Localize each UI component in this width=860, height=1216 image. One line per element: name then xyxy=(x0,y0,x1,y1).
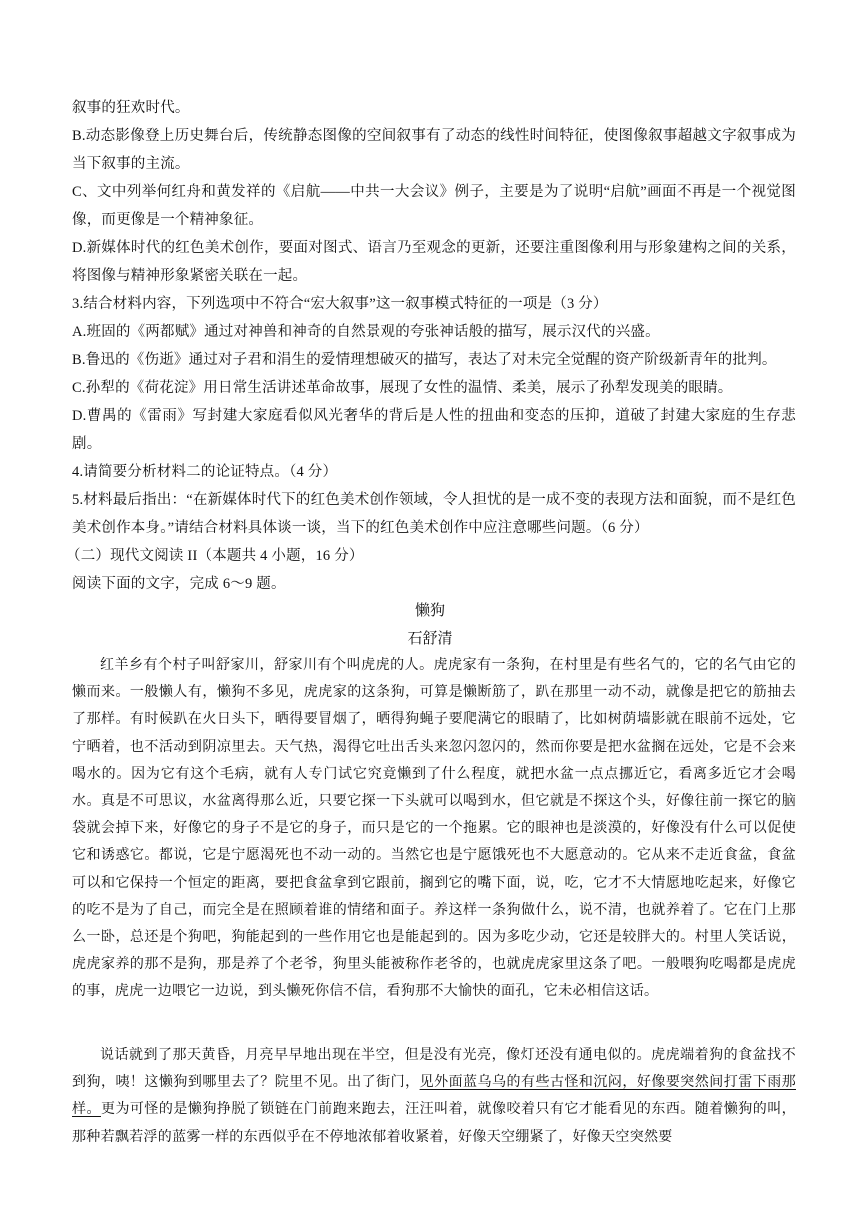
underlined-sentence: 见外面蓝乌乌的有些古怪和沉闷，好像要突然间打雷下雨那样。 xyxy=(72,1074,796,1118)
story-title: 懒狗 xyxy=(414,601,445,619)
question-5: 5.材料最后指出：“在新媒体时代下的红色美术创作领域，令人担忧的是一成不变的表现方法和面貌，而不是红色美术创作本身。”请结合材料具体谈一谈，当下的红色美术创作中应注意哪些问题。（6 分） xyxy=(72,492,796,536)
section-heading: （二）现代文阅读 II（本题共 4 小题，16 分） xyxy=(66,548,364,564)
q3-option-a: A.班固的《两都赋》通过对神兽和神奇的自然景观的夸张神话般的描写，展示汉代的兴盛。 xyxy=(72,324,660,340)
q3-option-c: C.孙犁的《荷花淀》用日常生活讲述革命故事，展现了女性的温情、柔美，展示了孙犁发现美的眼睛。 xyxy=(72,380,733,396)
paragraph-text: 更为可怪的是懒狗挣脱了锁链在门前跑来跑去，汪汪叫着，就像咬着只有它才能看见的东西。随着懒狗的叫，那种若飘若浮的蓝雾一样的东西似乎在不停地浓郁着收紧着，好像天空绷紧了，好像天空突然要 xyxy=(72,1101,796,1145)
story-paragraph-1: 红羊乡有个村子叫舒家川，舒家川有个叫虎虎的人。虎虎家有一条狗，在村里是有些名气的，它的名气由它的懒而来。一般懒人有，懒狗不多见，虎虎家的这条狗，可算是懒断筋了，趴在那里一动不动，就像是把它的筋抽去了那样。有时候趴在火日头下，晒得要冒烟了，晒得狗蝇子要爬满它的眼睛了，比如树荫墙影就在眼前不远处，它宁晒着，也不活动到阴凉里去。天气热，渴得它吐出舌头来忽闪忽闪的，然而你要是把水盆搁在远处，它是不会来喝水的。因为它有这个毛病，就有人专门试它究竟懒到了什么程度，就把水盆一点点挪近它，看离多近它才会喝水。真是不可思议，水盆离得那么近，只要它探一下头就可以喝到水，但它就是不探这个头，好像往前一探它的脑袋就会掉下来，好像它的身子不是它的身子，而只是它的一个拖累。它的眼神也是淡漠的，好像没有什么可以促使它和诱惑它。都说，它是宁愿渴死也不动一动的。当然它也是宁愿饿死也不大愿意动的。它从来不走近食盆，食盆可以和它保持一个恒定的距离，要把食盆拿到它跟前，搁到它的嘴下面，说，吃，它才不大情愿地吃起来，好像它的吃不是为了自己，而完全是在照顾着谁的情绪和面子。养这样一条狗做什么，说不清，也就养着了。它在门上那么一卧，总还是个狗吧，狗能起到的一些作用它也是能起到的。因为多吃少动，它还是较胖大的。村里人笑话说，虎虎家养的那不是狗，那是养了个老爷，狗里头能被称作老爷的，也就虎虎家里这条了吧。一般喂狗吃喝都是虎虎的事，虎虎一边喂它一边说，到头懒死你信不信，看狗那不大愉快的面孔，它未必相信这话。 xyxy=(72,657,796,1000)
q3-option-d: D.曹禺的《雷雨》写封建大家庭看似风光奢华的背后是人性的扭曲和变态的压抑，道破了封建大家庭的生存悲剧。 xyxy=(72,408,796,452)
q3-option-b: B.鲁迅的《伤逝》通过对子君和涓生的爱情理想破灭的描写，表达了对未完全觉醒的资产阶级新青年的批判。 xyxy=(72,352,777,368)
text-line: 叙事的狂欢时代。 xyxy=(72,100,190,116)
paragraph-text: 说话就到了那天黄昏，月亮早早地出现在半空，但是没有光亮，像灯还没有通电似的。虎虎端着狗的食盆找不到狗，咦！这懒狗到哪里去了？院里不见。出了街门， xyxy=(72,1047,796,1091)
option-d-text: D.新媒体时代的红色美术创作，要面对图式、语言乃至观念的更新，还要注重图像利用与形象建构之间的关系，将图像与精神形象紧密关联在一起。 xyxy=(72,240,796,284)
option-c-text: C、文中列举何红舟和黄发祥的《启航——中共一大会议》例子，主要是为了说明“启航”画面不再是一个视觉图像，而更像是一个精神象征。 xyxy=(72,184,796,228)
story-author: 石舒清 xyxy=(407,629,453,647)
option-b-text: B.动态影像登上历史舞台后，传统静态图像的空间叙事有了动态的线性时间特征，使图像叙事超越文字叙事成为当下叙事的主流。 xyxy=(72,128,796,172)
reading-instruction: 阅读下面的文字，完成 6～9 题。 xyxy=(72,576,286,592)
question-4: 4.请简要分析材料二的论证特点。（4 分） xyxy=(72,464,338,480)
question-3: 3.结合材料内容，下列选项中不符合“宏大叙事”这一叙事模式特征的一项是（3 分） xyxy=(72,296,608,312)
story-paragraph-2 xyxy=(72,1042,796,1151)
